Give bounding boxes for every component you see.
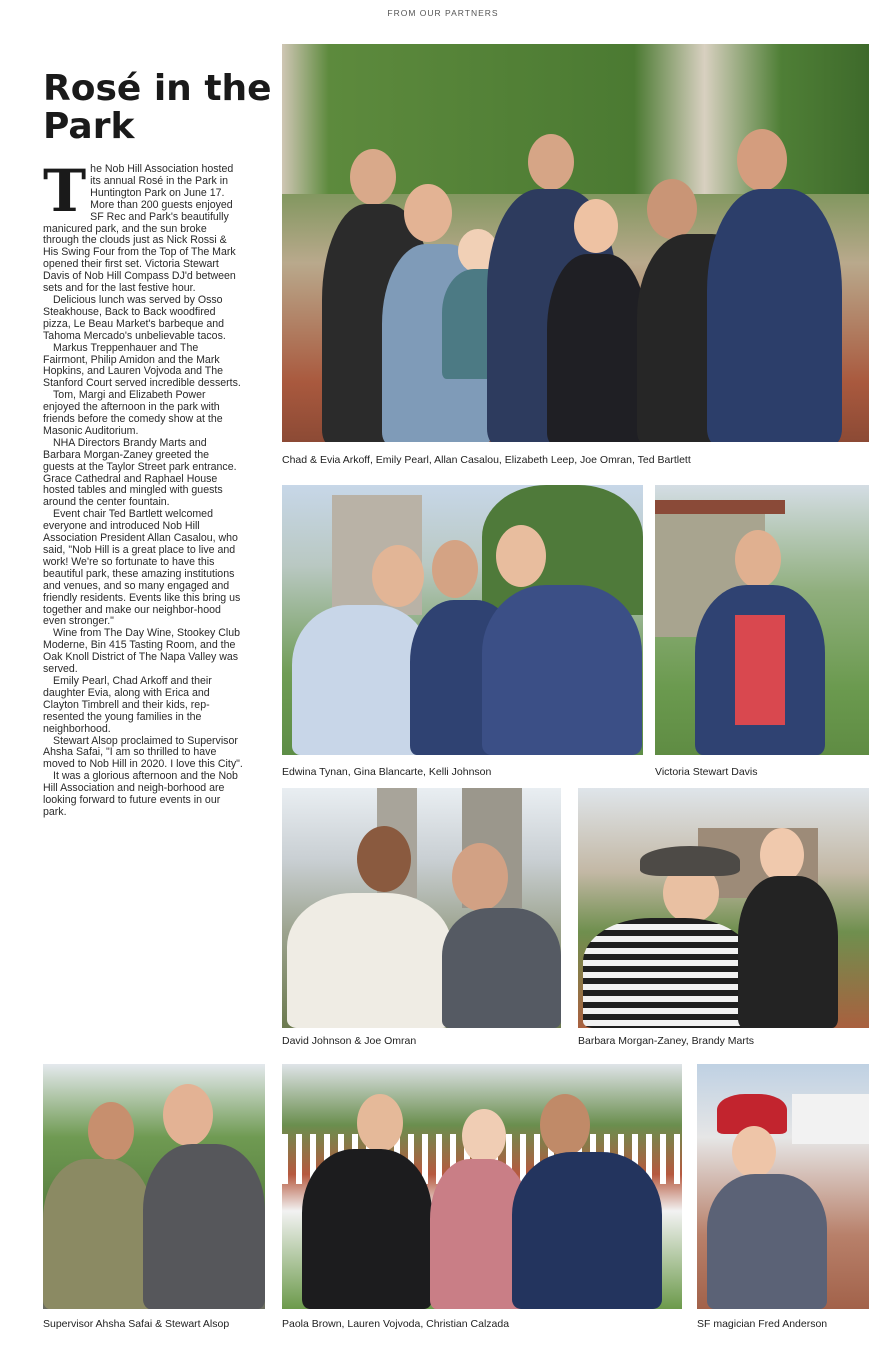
article-paragraph: Stewart Alsop proclaimed to Supervisor Ahsha Safai, "I am so thrilled to have moved to Nob Hill in 2020. I love this City".: [43, 734, 243, 771]
article-paragraph: The Nob Hill Association hosted its annual Rosé in the Park in Huntington Park on June 17. More than 200 guests enjoyed SF Rec and Park's beautifully manicured park, and the sun broke through the clouds just as Nick Rossi & His Swing Four from the Top of The Mark opened their first set. Victoria Stewart Davis of Nob Hill Compass DJ'd between sets and for the last festive hour.: [43, 157, 236, 295]
section-label: FROM OUR PARTNERS: [387, 8, 499, 18]
photo-caption: Victoria Stewart Davis: [655, 766, 758, 778]
article-paragraph: Wine from The Day Wine, Stookey Club Moderne, Bin 415 Tasting Room, and the Oak Knoll District of The Napa Valley was served.: [43, 627, 241, 676]
photo-fred-anderson: [697, 1064, 869, 1309]
photo-caption: Supervisor Ahsha Safai & Stewart Alsop: [43, 1318, 230, 1330]
article-headline: Rosé in the Park: [43, 68, 272, 147]
photo-caption: Paola Brown, Lauren Vojvoda, Christian Calzada: [282, 1318, 510, 1330]
article-paragraph: Tom, Margi and Elizabeth Power enjoyed the afternoon in the park with friends before the comedy show at the Masonic Auditorium.: [43, 389, 223, 437]
photo-caption: SF magician Fred Anderson: [697, 1318, 828, 1330]
article-body: [43, 157, 243, 819]
article-paragraph: NHA Directors Brandy Marts and Barbara Morgan-Zaney greeted the guests at the Taylor Street park entrance. Grace Cathedral and Raphael House hosted tables and mingled with guests around the center fountain.: [43, 436, 237, 509]
article-paragraph: Emily Pearl, Chad Arkoff and their daughter Evia, along with Erica and Clayton Timbrell and their kids, rep-resented the young families in the neighborhood.: [43, 674, 212, 735]
photo-johnson-omran: [282, 788, 561, 1028]
photo-caption: David Johnson & Joe Omran: [282, 1035, 417, 1047]
drop-cap: T: [43, 157, 87, 225]
photo-group-arkoff: [282, 44, 869, 442]
photo-safai-alsop: [43, 1064, 265, 1309]
photo-stewart-davis: [655, 485, 869, 755]
article-paragraph: Event chair Ted Bartlett welcomed everyone and introduced Nob Hill Association President Allan Casalou, who said, "Nob Hill is a great place to live and work! We're so fortunate to have this beautiful park, these amazing institutions and venues, and so many engaged and friendly residents. Events like this bring us together and make our neighbor-hood even stronger.": [43, 508, 241, 628]
photo-morgan-zaney-marts: [578, 788, 869, 1028]
article-paragraph: Delicious lunch was served by Osso Steakhouse, Back to Back woodfired pizza, Le Beau Market's barbeque and Tahoma Mercado's unbelievable tacos.: [43, 293, 226, 342]
article-paragraph: It was a glorious afternoon and the Nob Hill Association and neigh-borhood are looking forward to future events in our park.: [43, 770, 238, 818]
article-paragraph: Markus Treppenhauer and The Fairmont, Philip Amidon and the Mark Hopkins, and Lauren Vojvoda and The Stanford Court served incredible desserts.: [43, 341, 241, 390]
photo-caption: Edwina Tynan, Gina Blancarte, Kelli Johnson: [282, 766, 492, 778]
photo-caption: Chad & Evia Arkoff, Emily Pearl, Allan Casalou, Elizabeth Leep, Joe Omran, Ted Bartlett: [282, 454, 691, 466]
photo-brown-vojvoda-calzada: [282, 1064, 682, 1309]
photo-tynan-blancarte-johnson: [282, 485, 643, 755]
photo-caption: Barbara Morgan-Zaney, Brandy Marts: [578, 1035, 755, 1047]
